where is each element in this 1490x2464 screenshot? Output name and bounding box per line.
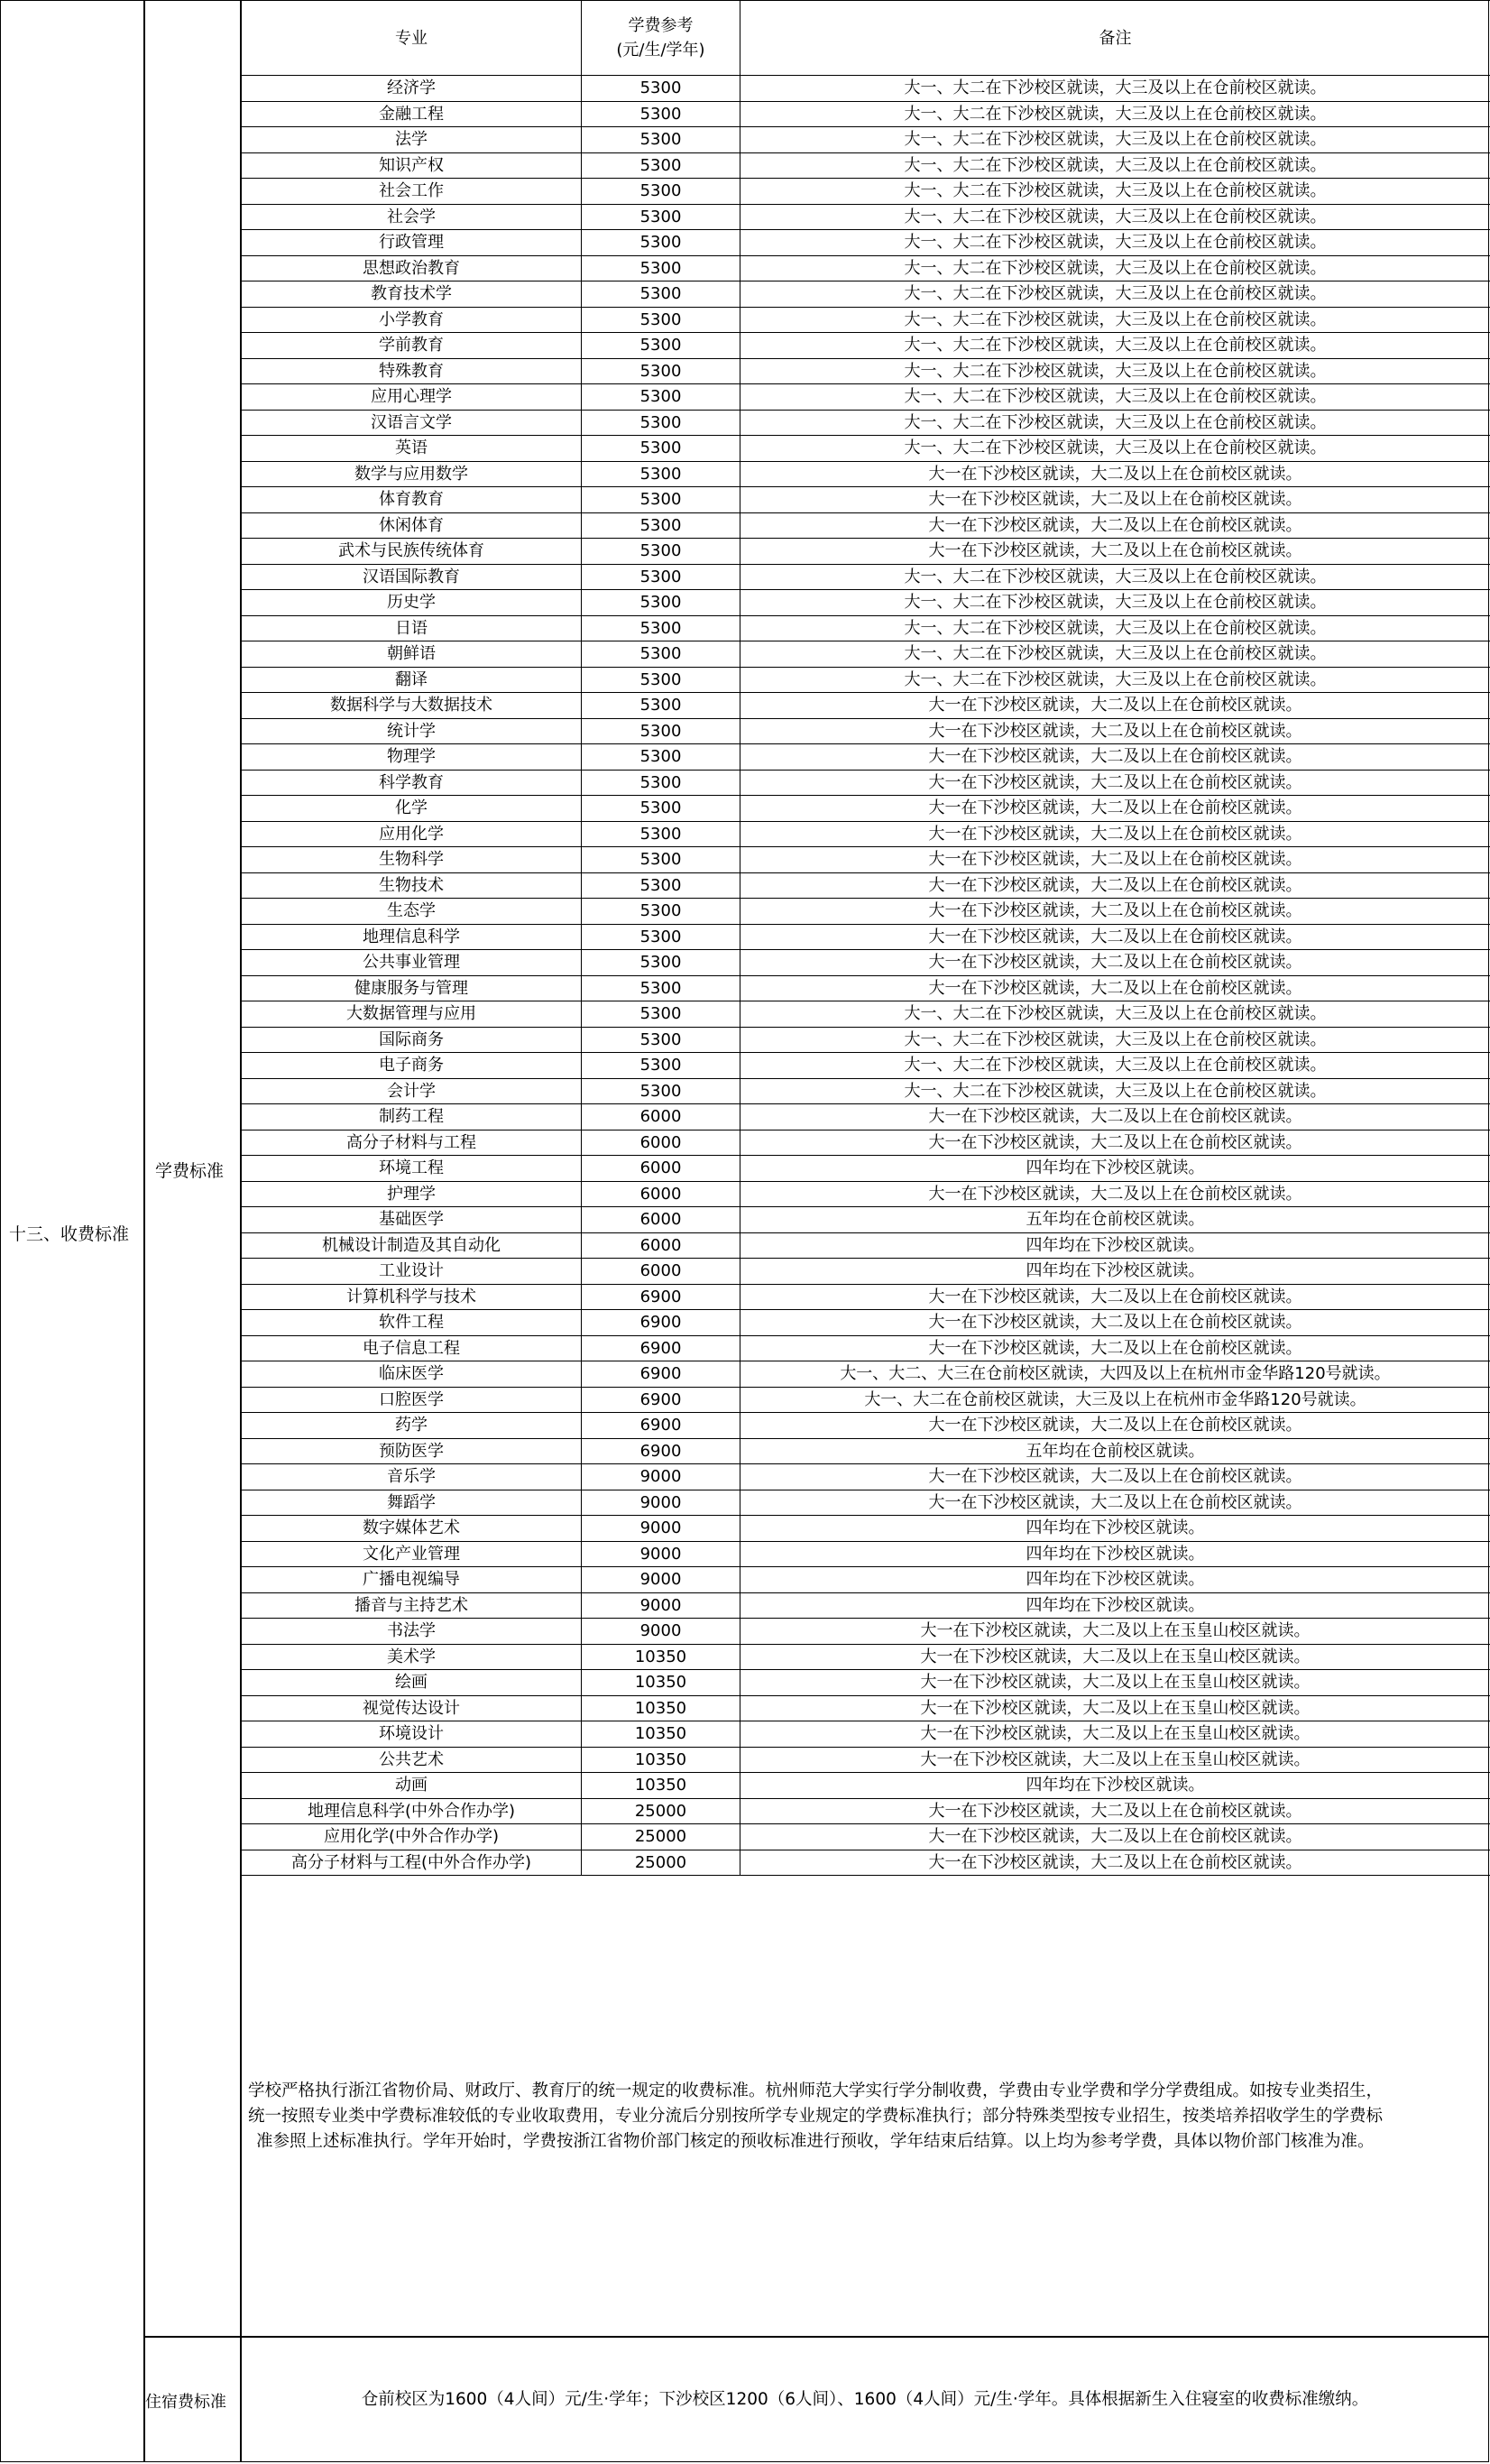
- table-row: [242, 693, 1490, 719]
- note-cell: 大一在下沙校区就读，大二及以上在玉皇山校区就读。: [740, 1721, 1490, 1748]
- section-title: 十三、收费标准: [9, 1224, 130, 1244]
- table-row: [242, 487, 1490, 513]
- table-row: [242, 718, 1490, 744]
- fee-cell: 9000: [582, 1516, 740, 1542]
- major-cell: 应用化学(中外合作办学): [242, 1824, 582, 1850]
- table-row: [242, 1721, 1490, 1748]
- table-row: [242, 101, 1490, 127]
- fee-cell: 5300: [582, 76, 740, 102]
- table-row: [242, 744, 1490, 771]
- note-cell: 大一在下沙校区就读，大二及以上在仓前校区就读。: [740, 1335, 1490, 1361]
- housing-fee-text: 仓前校区为1600（4人间）元/生·学年；下沙校区1200（6人间）、1600（4人间）元/生·学年。具体根据新生入住寝室的收费标准缴纳。: [361, 2390, 1369, 2409]
- fee-cell: 6000: [582, 1232, 740, 1259]
- table-row: [242, 641, 1490, 668]
- fee-cell: 5300: [582, 1053, 740, 1079]
- note-cell: 大一、大二在下沙校区就读，大三及以上在仓前校区就读。: [740, 1027, 1490, 1053]
- note-cell: 大一在下沙校区就读，大二及以上在玉皇山校区就读。: [740, 1619, 1490, 1645]
- fee-cell: 5300: [582, 1078, 740, 1104]
- table-row: [242, 1798, 1490, 1824]
- note-cell: 大一、大二在下沙校区就读，大三及以上在仓前校区就读。: [740, 101, 1490, 127]
- fee-cell: 10350: [582, 1695, 740, 1721]
- major-cell: 电子商务: [242, 1053, 582, 1079]
- major-cell: 电子信息工程: [242, 1335, 582, 1361]
- major-cell: 公共艺术: [242, 1747, 582, 1773]
- table-row: [242, 1284, 1490, 1310]
- table-row: [242, 590, 1490, 616]
- major-cell: 国际商务: [242, 1027, 582, 1053]
- note-cell: 大一在下沙校区就读，大二及以上在仓前校区就读。: [740, 744, 1490, 771]
- table-row: [242, 1644, 1490, 1670]
- note-cell: 大一在下沙校区就读，大二及以上在仓前校区就读。: [740, 950, 1490, 976]
- table-row: [242, 204, 1490, 230]
- table-row: [242, 230, 1490, 256]
- housing-standard-label: 住宿费标准: [145, 2393, 226, 2412]
- fee-cell: 5300: [582, 410, 740, 436]
- note-cell: 大一在下沙校区就读，大二及以上在仓前校区就读。: [740, 975, 1490, 1001]
- note-cell: 大一、大二在下沙校区就读，大三及以上在仓前校区就读。: [740, 384, 1490, 411]
- table-row: [242, 1207, 1490, 1233]
- note-cell: 大一、大二在下沙校区就读，大三及以上在仓前校区就读。: [740, 590, 1490, 616]
- fee-cell: 6900: [582, 1438, 740, 1464]
- table-row: [242, 1541, 1490, 1567]
- note-cell: 四年均在下沙校区就读。: [740, 1567, 1490, 1593]
- tuition-table: [241, 0, 1490, 1876]
- table-row: [242, 1438, 1490, 1464]
- fee-cell: 5300: [582, 796, 740, 822]
- major-cell: 公共事业管理: [242, 950, 582, 976]
- fee-cell: 6000: [582, 1207, 740, 1233]
- fee-cell: 6900: [582, 1284, 740, 1310]
- major-cell: 行政管理: [242, 230, 582, 256]
- fee-cell: 6000: [582, 1259, 740, 1285]
- fee-cell: 5300: [582, 590, 740, 616]
- major-cell: 思想政治教育: [242, 255, 582, 281]
- note-cell: 大一、大二在下沙校区就读，大三及以上在仓前校区就读。: [740, 281, 1490, 308]
- major-cell: 视觉传达设计: [242, 1695, 582, 1721]
- table-row: [242, 796, 1490, 822]
- major-cell: 社会工作: [242, 179, 582, 205]
- fee-cell: 5300: [582, 615, 740, 641]
- table-row: [242, 1670, 1490, 1696]
- note-cell: 大一在下沙校区就读，大二及以上在仓前校区就读。: [740, 461, 1490, 487]
- major-cell: 药学: [242, 1413, 582, 1439]
- table-row: [242, 1464, 1490, 1490]
- table-row: [242, 1850, 1490, 1876]
- table-row: [242, 1824, 1490, 1850]
- major-cell: 播音与主持艺术: [242, 1592, 582, 1619]
- fee-cell: 5300: [582, 487, 740, 513]
- table-header-row: [242, 1, 1490, 76]
- major-cell: 翻译: [242, 667, 582, 693]
- note-cell: 大一、大二在下沙校区就读，大三及以上在仓前校区就读。: [740, 641, 1490, 668]
- note-cell: 大一、大二在下沙校区就读，大三及以上在仓前校区就读。: [740, 307, 1490, 333]
- table-row: [242, 333, 1490, 359]
- fee-cell: 9000: [582, 1541, 740, 1567]
- major-cell: 教育技术学: [242, 281, 582, 308]
- note-cell: 大一、大二在下沙校区就读，大三及以上在仓前校区就读。: [740, 127, 1490, 153]
- note-cell: 四年均在下沙校区就读。: [740, 1541, 1490, 1567]
- fee-cell: 5300: [582, 693, 740, 719]
- major-cell: 高分子材料与工程: [242, 1130, 582, 1156]
- fee-cell: 5300: [582, 744, 740, 771]
- fee-cell: 25000: [582, 1850, 740, 1876]
- note-cell: 大一在下沙校区就读，大二及以上在仓前校区就读。: [740, 796, 1490, 822]
- major-cell: 音乐学: [242, 1464, 582, 1490]
- major-cell: 健康服务与管理: [242, 975, 582, 1001]
- fee-cell: 9000: [582, 1464, 740, 1490]
- table-row: [242, 950, 1490, 976]
- table-row: [242, 1490, 1490, 1516]
- fee-cell: 5300: [582, 950, 740, 976]
- table-row: [242, 512, 1490, 539]
- note-cell: 大一、大二在下沙校区就读，大三及以上在仓前校区就读。: [740, 410, 1490, 436]
- major-cell: 学前教育: [242, 333, 582, 359]
- header-major: 专业: [242, 1, 582, 76]
- table-row: [242, 975, 1490, 1001]
- note-cell: 大一、大二在下沙校区就读，大三及以上在仓前校区就读。: [740, 667, 1490, 693]
- major-cell: 应用心理学: [242, 384, 582, 411]
- table-row: [242, 461, 1490, 487]
- major-cell: 绘画: [242, 1670, 582, 1696]
- tuition-notes: [248, 2079, 1484, 2155]
- fee-cell: 5300: [582, 333, 740, 359]
- fee-cell: 5300: [582, 101, 740, 127]
- major-cell: 汉语言文学: [242, 410, 582, 436]
- table-row: [242, 1181, 1490, 1207]
- major-cell: 书法学: [242, 1619, 582, 1645]
- note-cell: 大一、大二、大三在仓前校区就读，大四及以上在杭州市金华路120号就读。: [740, 1361, 1490, 1388]
- major-cell: 小学教育: [242, 307, 582, 333]
- note-cell: 大一、大二在下沙校区就读，大三及以上在仓前校区就读。: [740, 564, 1490, 590]
- table-row: [242, 436, 1490, 462]
- major-cell: 计算机科学与技术: [242, 1284, 582, 1310]
- table-row: [242, 307, 1490, 333]
- fee-cell: 10350: [582, 1773, 740, 1799]
- note-cell: 大一在下沙校区就读，大二及以上在仓前校区就读。: [740, 512, 1490, 539]
- fee-cell: 9000: [582, 1567, 740, 1593]
- note-cell: 大一在下沙校区就读，大二及以上在仓前校区就读。: [740, 1104, 1490, 1130]
- major-cell: 基础医学: [242, 1207, 582, 1233]
- major-cell: 朝鲜语: [242, 641, 582, 668]
- note-cell: 大一、大二在下沙校区就读，大三及以上在仓前校区就读。: [740, 1001, 1490, 1028]
- table-row: [242, 281, 1490, 308]
- note-cell: 大一在下沙校区就读，大二及以上在玉皇山校区就读。: [740, 1747, 1490, 1773]
- note-cell: 大一在下沙校区就读，大二及以上在仓前校区就读。: [740, 1413, 1490, 1439]
- note-cell: 大一在下沙校区就读，大二及以上在仓前校区就读。: [740, 1464, 1490, 1490]
- fee-cell: 5300: [582, 281, 740, 308]
- header-fee-line2: (元/生/学年): [616, 41, 705, 60]
- note-cell: 大一在下沙校区就读，大二及以上在仓前校区就读。: [740, 1490, 1490, 1516]
- table-row: [242, 821, 1490, 847]
- major-cell: 工业设计: [242, 1259, 582, 1285]
- major-cell: 临床医学: [242, 1361, 582, 1388]
- table-row: [242, 1361, 1490, 1388]
- major-cell: 体育教育: [242, 487, 582, 513]
- table-row: [242, 1773, 1490, 1799]
- fee-cell: 6000: [582, 1104, 740, 1130]
- major-cell: 英语: [242, 436, 582, 462]
- fee-cell: 5300: [582, 1001, 740, 1028]
- table-row: [242, 384, 1490, 411]
- note-cell: 大一、大二在下沙校区就读，大三及以上在仓前校区就读。: [740, 179, 1490, 205]
- fee-cell: 6900: [582, 1361, 740, 1388]
- note-cell: 大一、大二在下沙校区就读，大三及以上在仓前校区就读。: [740, 76, 1490, 102]
- major-cell: 大数据管理与应用: [242, 1001, 582, 1028]
- fee-cell: 5300: [582, 718, 740, 744]
- major-cell: 环境设计: [242, 1721, 582, 1748]
- major-cell: 数据科学与大数据技术: [242, 693, 582, 719]
- table-row: [242, 1335, 1490, 1361]
- fee-cell: 6000: [582, 1181, 740, 1207]
- fee-cell: 5300: [582, 204, 740, 230]
- note-cell: 大一、大二在仓前校区就读，大三及以上在杭州市金华路120号就读。: [740, 1387, 1490, 1413]
- fee-cell: 5300: [582, 436, 740, 462]
- fee-cell: 10350: [582, 1721, 740, 1748]
- fee-cell: 6900: [582, 1335, 740, 1361]
- major-cell: 科学教育: [242, 770, 582, 796]
- table-row: [242, 1387, 1490, 1413]
- note-cell: 大一、大二在下沙校区就读，大三及以上在仓前校区就读。: [740, 230, 1490, 256]
- note-cell: 大一在下沙校区就读，大二及以上在仓前校区就读。: [740, 487, 1490, 513]
- fee-cell: 5300: [582, 358, 740, 384]
- major-cell: 广播电视编导: [242, 1567, 582, 1593]
- major-cell: 美术学: [242, 1644, 582, 1670]
- fee-cell: 5300: [582, 539, 740, 565]
- major-cell: 金融工程: [242, 101, 582, 127]
- major-cell: 物理学: [242, 744, 582, 771]
- fee-cell: 6900: [582, 1310, 740, 1336]
- fee-cell: 6000: [582, 1156, 740, 1182]
- note-cell: 大一、大二在下沙校区就读，大三及以上在仓前校区就读。: [740, 333, 1490, 359]
- note-cell: 大一在下沙校区就读，大二及以上在仓前校区就读。: [740, 1130, 1490, 1156]
- fee-cell: 25000: [582, 1824, 740, 1850]
- table-row: [242, 358, 1490, 384]
- major-cell: 地理信息科学(中外合作办学): [242, 1798, 582, 1824]
- major-cell: 会计学: [242, 1078, 582, 1104]
- note-cell: 四年均在下沙校区就读。: [740, 1516, 1490, 1542]
- fee-cell: 10350: [582, 1670, 740, 1696]
- major-cell: 社会学: [242, 204, 582, 230]
- note-cell: 四年均在下沙校区就读。: [740, 1156, 1490, 1182]
- major-cell: 口腔医学: [242, 1387, 582, 1413]
- note-cell: 五年均在仓前校区就读。: [740, 1207, 1490, 1233]
- note-cell: 大一、大二在下沙校区就读，大三及以上在仓前校区就读。: [740, 436, 1490, 462]
- fee-cell: 5300: [582, 872, 740, 899]
- major-cell: 日语: [242, 615, 582, 641]
- major-cell: 汉语国际教育: [242, 564, 582, 590]
- note-cell: 大一在下沙校区就读，大二及以上在仓前校区就读。: [740, 872, 1490, 899]
- note-cell: 大一在下沙校区就读，大二及以上在仓前校区就读。: [740, 1181, 1490, 1207]
- major-cell: 护理学: [242, 1181, 582, 1207]
- divider-housing-row: [143, 2336, 1489, 2338]
- major-cell: 数学与应用数学: [242, 461, 582, 487]
- table-row: [242, 770, 1490, 796]
- note-cell: 大一在下沙校区就读，大二及以上在仓前校区就读。: [740, 899, 1490, 925]
- tuition-standard-label: 学费标准: [155, 1161, 225, 1181]
- note-cell: 大一、大二在下沙校区就读，大三及以上在仓前校区就读。: [740, 255, 1490, 281]
- tuition-table-body: [242, 76, 1490, 1876]
- table-row: [242, 539, 1490, 565]
- fee-cell: 9000: [582, 1592, 740, 1619]
- table-row: [242, 1078, 1490, 1104]
- fee-cell: 5300: [582, 307, 740, 333]
- major-cell: 武术与民族传统体育: [242, 539, 582, 565]
- major-cell: 软件工程: [242, 1310, 582, 1336]
- table-row: [242, 564, 1490, 590]
- table-row: [242, 1027, 1490, 1053]
- note-cell: 大一在下沙校区就读，大二及以上在仓前校区就读。: [740, 821, 1490, 847]
- table-row: [242, 1053, 1490, 1079]
- major-cell: 统计学: [242, 718, 582, 744]
- note-cell: 大一在下沙校区就读，大二及以上在玉皇山校区就读。: [740, 1670, 1490, 1696]
- note-cell: 大一在下沙校区就读，大二及以上在仓前校区就读。: [740, 847, 1490, 873]
- table-row: [242, 872, 1490, 899]
- fee-cell: 6000: [582, 1130, 740, 1156]
- major-cell: 预防医学: [242, 1438, 582, 1464]
- header-note: 备注: [740, 1, 1490, 76]
- major-cell: 生物科学: [242, 847, 582, 873]
- major-cell: 文化产业管理: [242, 1541, 582, 1567]
- fee-cell: 5300: [582, 127, 740, 153]
- note-cell: 大一、大二在下沙校区就读，大三及以上在仓前校区就读。: [740, 204, 1490, 230]
- header-fee-line1: 学费参考: [628, 16, 694, 35]
- fee-cell: 25000: [582, 1798, 740, 1824]
- major-cell: 生物技术: [242, 872, 582, 899]
- major-cell: 法学: [242, 127, 582, 153]
- fee-cell: 5300: [582, 512, 740, 539]
- table-row: [242, 1619, 1490, 1645]
- fee-cell: 5300: [582, 899, 740, 925]
- major-cell: 地理信息科学: [242, 924, 582, 950]
- fee-cell: 6900: [582, 1413, 740, 1439]
- table-row: [242, 899, 1490, 925]
- fee-cell: 5300: [582, 230, 740, 256]
- fee-cell: 10350: [582, 1644, 740, 1670]
- note-cell: 大一在下沙校区就读，大二及以上在仓前校区就读。: [740, 1824, 1490, 1850]
- note-cell: 五年均在仓前校区就读。: [740, 1438, 1490, 1464]
- fee-cell: 5300: [582, 821, 740, 847]
- fee-cell: 5300: [582, 255, 740, 281]
- table-row: [242, 615, 1490, 641]
- note-cell: 四年均在下沙校区就读。: [740, 1259, 1490, 1285]
- fee-cell: 5300: [582, 641, 740, 668]
- major-cell: 高分子材料与工程(中外合作办学): [242, 1850, 582, 1876]
- fee-cell: 5300: [582, 461, 740, 487]
- table-row: [242, 667, 1490, 693]
- major-cell: 特殊教育: [242, 358, 582, 384]
- note-cell: 四年均在下沙校区就读。: [740, 1232, 1490, 1259]
- note-cell: 大一在下沙校区就读，大二及以上在仓前校区就读。: [740, 539, 1490, 565]
- table-row: [242, 1310, 1490, 1336]
- major-cell: 历史学: [242, 590, 582, 616]
- fee-cell: 10350: [582, 1747, 740, 1773]
- fee-cell: 5300: [582, 770, 740, 796]
- table-row: [242, 127, 1490, 153]
- table-row: [242, 1413, 1490, 1439]
- fee-cell: 5300: [582, 975, 740, 1001]
- fee-cell: 5300: [582, 384, 740, 411]
- note-cell: 大一、大二在下沙校区就读，大三及以上在仓前校区就读。: [740, 1053, 1490, 1079]
- note-cell: 四年均在下沙校区就读。: [740, 1773, 1490, 1799]
- note-cell: 大一、大二在下沙校区就读，大三及以上在仓前校区就读。: [740, 615, 1490, 641]
- note-cell: 大一在下沙校区就读，大二及以上在仓前校区就读。: [740, 1310, 1490, 1336]
- major-cell: 动画: [242, 1773, 582, 1799]
- table-row: [242, 847, 1490, 873]
- major-cell: 生态学: [242, 899, 582, 925]
- table-row: [242, 1259, 1490, 1285]
- note-cell: 大一在下沙校区就读，大二及以上在仓前校区就读。: [740, 1850, 1490, 1876]
- note-cell: 大一、大二在下沙校区就读，大三及以上在仓前校区就读。: [740, 1078, 1490, 1104]
- table-row: [242, 255, 1490, 281]
- fee-cell: 5300: [582, 179, 740, 205]
- table-row: [242, 410, 1490, 436]
- table-row: [242, 1104, 1490, 1130]
- note-cell: 大一在下沙校区就读，大二及以上在仓前校区就读。: [740, 770, 1490, 796]
- note-cell: 大一在下沙校区就读，大二及以上在仓前校区就读。: [740, 1798, 1490, 1824]
- table-row: [242, 152, 1490, 179]
- major-cell: 舞蹈学: [242, 1490, 582, 1516]
- table-row: [242, 1695, 1490, 1721]
- table-row: [242, 1232, 1490, 1259]
- major-cell: 知识产权: [242, 152, 582, 179]
- table-row: [242, 1130, 1490, 1156]
- table-row: [242, 76, 1490, 102]
- tuition-notes-line1: 学校严格执行浙江省物价局、财政厅、教育厅的统一规定的收费标准。杭州师范大学实行学分制收费，学费由专业学费和学分学费组成。如按专业类招生，: [248, 2081, 1384, 2100]
- fee-cell: 5300: [582, 152, 740, 179]
- major-cell: 制药工程: [242, 1104, 582, 1130]
- major-cell: 休闲体育: [242, 512, 582, 539]
- fee-cell: 5300: [582, 1027, 740, 1053]
- table-row: [242, 179, 1490, 205]
- note-cell: 大一在下沙校区就读，大二及以上在仓前校区就读。: [740, 924, 1490, 950]
- fee-cell: 5300: [582, 667, 740, 693]
- divider-section-column: [143, 0, 145, 2462]
- tuition-notes-line3: 准参照上述标准执行。学年开始时，学费按浙江省物价部门核定的预收标准进行预收，学年结束后结算。以上均为参考学费，具体以物价部门核准为准。: [256, 2132, 1375, 2151]
- header-fee: [582, 1, 740, 76]
- major-cell: 环境工程: [242, 1156, 582, 1182]
- fee-cell: 5300: [582, 847, 740, 873]
- fee-cell: 6900: [582, 1387, 740, 1413]
- table-row: [242, 1747, 1490, 1773]
- note-cell: 四年均在下沙校区就读。: [740, 1592, 1490, 1619]
- major-cell: 数字媒体艺术: [242, 1516, 582, 1542]
- table-row: [242, 1567, 1490, 1593]
- fee-cell: 9000: [582, 1619, 740, 1645]
- fee-cell: 9000: [582, 1490, 740, 1516]
- table-row: [242, 924, 1490, 950]
- note-cell: 大一在下沙校区就读，大二及以上在玉皇山校区就读。: [740, 1695, 1490, 1721]
- note-cell: 大一在下沙校区就读，大二及以上在仓前校区就读。: [740, 718, 1490, 744]
- table-row: [242, 1516, 1490, 1542]
- note-cell: 大一在下沙校区就读，大二及以上在仓前校区就读。: [740, 1284, 1490, 1310]
- major-cell: 化学: [242, 796, 582, 822]
- note-cell: 大一、大二在下沙校区就读，大三及以上在仓前校区就读。: [740, 358, 1490, 384]
- major-cell: 经济学: [242, 76, 582, 102]
- note-cell: 大一、大二在下沙校区就读，大三及以上在仓前校区就读。: [740, 152, 1490, 179]
- fee-cell: 5300: [582, 924, 740, 950]
- major-cell: 机械设计制造及其自动化: [242, 1232, 582, 1259]
- table-row: [242, 1001, 1490, 1028]
- fee-cell: 5300: [582, 564, 740, 590]
- note-cell: 大一在下沙校区就读，大二及以上在仓前校区就读。: [740, 693, 1490, 719]
- note-cell: 大一在下沙校区就读，大二及以上在玉皇山校区就读。: [740, 1644, 1490, 1670]
- table-row: [242, 1592, 1490, 1619]
- major-cell: 应用化学: [242, 821, 582, 847]
- table-row: [242, 1156, 1490, 1182]
- tuition-notes-line2: 统一按照专业类中学费标准较低的专业收取费用，专业分流后分别按所学专业规定的学费标准执行；部分特殊类型按专业招生，按类培养招收学生的学费标: [248, 2107, 1384, 2126]
